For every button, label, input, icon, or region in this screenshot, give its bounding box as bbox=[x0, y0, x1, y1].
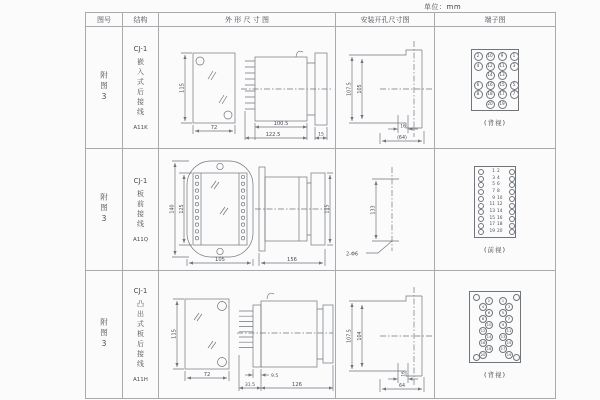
terminal-pin bbox=[509, 169, 515, 175]
terminal-diagram-3 bbox=[435, 291, 555, 379]
dim-inner-height: 105 bbox=[357, 84, 363, 94]
terminal-pin bbox=[478, 223, 484, 229]
mount-type-label: 嵌入式后接线 bbox=[136, 57, 145, 118]
terminal-pin: 4 bbox=[479, 303, 487, 311]
header-outline-dims: 外 形 尺 寸 图 bbox=[159, 13, 336, 27]
terminal-number: 11 bbox=[489, 202, 495, 208]
terminal-pin: 8 bbox=[479, 315, 487, 323]
terminal-number: 9 bbox=[492, 195, 495, 201]
terminal-pin: 6 bbox=[485, 309, 493, 317]
terminal-pin: 15 bbox=[506, 340, 512, 346]
terminal-pin bbox=[513, 354, 520, 361]
terminal-pin bbox=[478, 209, 484, 215]
terminal-number: 18 bbox=[497, 222, 503, 228]
dim-width: 64 bbox=[398, 384, 406, 389]
terminal-pin: 12 bbox=[480, 328, 486, 334]
terminal-pin bbox=[478, 196, 484, 202]
structure-cell bbox=[123, 149, 159, 271]
terminal-pin: 18 bbox=[486, 346, 492, 352]
terminal-pin bbox=[478, 169, 484, 175]
spec-table bbox=[85, 12, 556, 399]
terminal-pin: 3 bbox=[510, 62, 519, 71]
terminal-pin bbox=[509, 223, 515, 229]
terminal-pin bbox=[509, 203, 515, 209]
terminal-pin bbox=[478, 216, 484, 222]
terminal-pin: 9 bbox=[498, 52, 507, 61]
fig-number-label: 附图3 bbox=[99, 193, 109, 226]
header-install-dims: 安装开孔尺寸图 bbox=[336, 13, 435, 27]
terminal-block bbox=[471, 49, 519, 111]
terminal-pin: 13 bbox=[500, 334, 506, 340]
dim-front-inner-height: 125 bbox=[179, 204, 185, 214]
model-label: CJ-1 bbox=[133, 286, 148, 295]
unit-label: 单位：mm bbox=[424, 3, 462, 11]
install-drawing-row3 bbox=[336, 271, 434, 398]
fig-number-label: 附图3 bbox=[99, 71, 109, 104]
terminal-number: 19 bbox=[489, 229, 495, 235]
terminal-pin: 14 bbox=[486, 71, 495, 80]
outline-drawing-cell bbox=[159, 271, 336, 399]
outline-drawing-cell bbox=[159, 27, 336, 149]
terminal-diagram-1 bbox=[435, 49, 555, 127]
dim-front-width: 105 bbox=[215, 257, 225, 263]
terminal-number: 1 bbox=[492, 168, 495, 174]
dim-front-height: 140 bbox=[170, 204, 176, 214]
terminal-block bbox=[474, 166, 516, 238]
terminal-number: 4 bbox=[497, 175, 500, 181]
terminal-pin: 7 bbox=[510, 90, 519, 99]
dim-front-height: 115 bbox=[171, 329, 178, 339]
outline-drawing-row1 bbox=[159, 27, 335, 148]
terminal-pin bbox=[509, 176, 515, 182]
dim-overall-length: 122.5 bbox=[265, 132, 281, 138]
structure-cell bbox=[123, 271, 159, 399]
terminal-pin: 19 bbox=[498, 100, 507, 109]
dim-flange: 15 bbox=[318, 132, 324, 138]
terminal-diagram-cell bbox=[435, 27, 556, 149]
dim-body-length: 156 bbox=[287, 257, 297, 263]
terminal-pin: 18 bbox=[486, 90, 495, 99]
terminal-number: 16 bbox=[497, 215, 503, 221]
view-label: (背视) bbox=[483, 370, 507, 379]
header-row bbox=[86, 13, 556, 27]
dim-width: (64) bbox=[397, 136, 407, 141]
dim-body-length: 100.5 bbox=[273, 121, 289, 127]
terminal-number: 3 bbox=[492, 175, 495, 181]
table-row bbox=[86, 271, 556, 399]
terminal-pin: 16 bbox=[480, 340, 486, 346]
hole-spec-label: 2-Φ6 bbox=[346, 251, 359, 258]
outline-drawing-cell bbox=[159, 149, 336, 271]
terminal-pin bbox=[509, 196, 515, 202]
terminal-pin: 5 bbox=[499, 309, 507, 317]
terminal-pin bbox=[513, 294, 520, 301]
terminal-number: 2 bbox=[497, 168, 500, 174]
install-drawing-row1 bbox=[336, 27, 434, 148]
header-fig-number: 图号 bbox=[86, 13, 123, 27]
model-label: CJ-1 bbox=[133, 44, 148, 53]
install-drawing-cell bbox=[336, 149, 435, 271]
dim-slot-width: 16 bbox=[400, 371, 406, 377]
terminal-pin: 20 bbox=[480, 352, 486, 358]
terminal-pin: 2 bbox=[485, 297, 493, 305]
terminal-pin bbox=[478, 189, 484, 195]
terminal-pin: 12 bbox=[486, 62, 495, 71]
terminal-pin bbox=[478, 182, 484, 188]
terminal-pin bbox=[509, 209, 515, 215]
install-drawing-cell bbox=[336, 27, 435, 149]
view-label: (前视) bbox=[483, 245, 507, 254]
terminal-number: 14 bbox=[497, 209, 503, 214]
terminal-pin bbox=[509, 189, 515, 195]
mount-type-label: 凸出式板后接线 bbox=[136, 299, 145, 370]
terminal-pin bbox=[509, 229, 515, 235]
structure-cell bbox=[123, 27, 159, 149]
terminal-pin: 1 bbox=[510, 52, 519, 61]
dim-gap: 9.5 bbox=[271, 374, 279, 379]
terminal-pin bbox=[509, 216, 515, 222]
outline-drawing-row2 bbox=[159, 149, 335, 270]
terminal-number: 5 bbox=[492, 182, 495, 188]
dim-pin-length: 31.5 bbox=[244, 382, 256, 388]
terminal-diagram-2 bbox=[435, 166, 555, 254]
terminal-pin: 20 bbox=[486, 100, 495, 109]
terminal-number: 10 bbox=[497, 195, 503, 201]
table-row bbox=[86, 149, 556, 271]
fig-number-cell bbox=[86, 27, 123, 149]
model-code-label: A11K bbox=[133, 124, 148, 131]
fig-number-cell bbox=[86, 271, 123, 399]
dim-inner-height: 104 bbox=[357, 331, 363, 341]
terminal-number: 13 bbox=[489, 209, 495, 214]
table-row bbox=[86, 27, 556, 149]
terminal-pin: 4 bbox=[474, 62, 483, 71]
terminal-pin: 1 bbox=[499, 297, 507, 305]
model-code-label: A11Q bbox=[132, 236, 149, 243]
terminal-diagram-cell bbox=[435, 271, 556, 399]
terminal-pin: 5 bbox=[510, 81, 519, 90]
terminal-number: 7 bbox=[492, 188, 495, 194]
header-structure: 结构 bbox=[123, 13, 159, 27]
terminal-number: 8 bbox=[497, 188, 500, 194]
terminal-pin: 6 bbox=[474, 81, 483, 90]
terminal-pin: 8 bbox=[474, 90, 483, 99]
mount-type-label: 板前接线 bbox=[136, 189, 145, 230]
dim-outer-height: 107.5 bbox=[347, 82, 353, 96]
terminal-pin: 19 bbox=[506, 352, 512, 358]
install-drawing-cell bbox=[336, 271, 435, 399]
terminal-pin bbox=[478, 203, 484, 209]
terminal-pin: 10 bbox=[486, 52, 495, 61]
header-terminal-diagram: 端子图 bbox=[435, 13, 556, 27]
dim-outer-height: 107.5 bbox=[347, 329, 353, 343]
model-code-label: A11H bbox=[133, 376, 148, 383]
outline-drawing-row3 bbox=[159, 271, 335, 398]
dim-body-length: 126 bbox=[292, 381, 302, 388]
terminal-pin bbox=[509, 182, 515, 188]
terminal-pin: 11 bbox=[498, 62, 507, 71]
terminal-pin: 7 bbox=[505, 315, 513, 323]
fig-number-cell bbox=[86, 149, 123, 271]
dim-front-width: 72 bbox=[210, 125, 218, 131]
dim-slot-width: 16 bbox=[400, 123, 406, 129]
view-label: (背视) bbox=[483, 118, 507, 127]
terminal-pin: 17 bbox=[500, 346, 506, 352]
terminal-number: 6 bbox=[497, 182, 500, 188]
fig-number-label: 附图3 bbox=[99, 318, 109, 351]
terminal-pin: 3 bbox=[505, 303, 513, 311]
terminal-pin bbox=[478, 229, 484, 235]
terminal-block bbox=[469, 291, 521, 363]
terminal-pin: 11 bbox=[506, 328, 512, 334]
model-label: CJ-1 bbox=[133, 176, 148, 185]
terminal-pin: 9 bbox=[499, 321, 507, 329]
terminal-number: 17 bbox=[489, 222, 495, 228]
terminal-pin: 10 bbox=[486, 321, 492, 327]
terminal-pin: 17 bbox=[498, 90, 507, 99]
terminal-number: 12 bbox=[497, 202, 503, 208]
terminal-number: 15 bbox=[489, 215, 495, 221]
dim-side-height: 115 bbox=[325, 204, 331, 214]
terminal-pin: 14 bbox=[486, 334, 492, 340]
install-drawing-row2 bbox=[336, 149, 434, 270]
terminal-pin bbox=[478, 176, 484, 182]
terminal-pin: 2 bbox=[474, 52, 483, 61]
dim-hole-distance: 133 bbox=[371, 205, 377, 215]
dim-front-height: 115 bbox=[179, 83, 186, 93]
dim-front-width: 72 bbox=[203, 372, 211, 378]
terminal-pin bbox=[473, 294, 480, 301]
terminal-pin: 16 bbox=[486, 81, 495, 90]
terminal-number: 20 bbox=[497, 229, 503, 235]
terminal-diagram-cell bbox=[435, 149, 556, 271]
terminal-pin: 15 bbox=[498, 81, 507, 90]
terminal-pin: 13 bbox=[498, 71, 507, 80]
